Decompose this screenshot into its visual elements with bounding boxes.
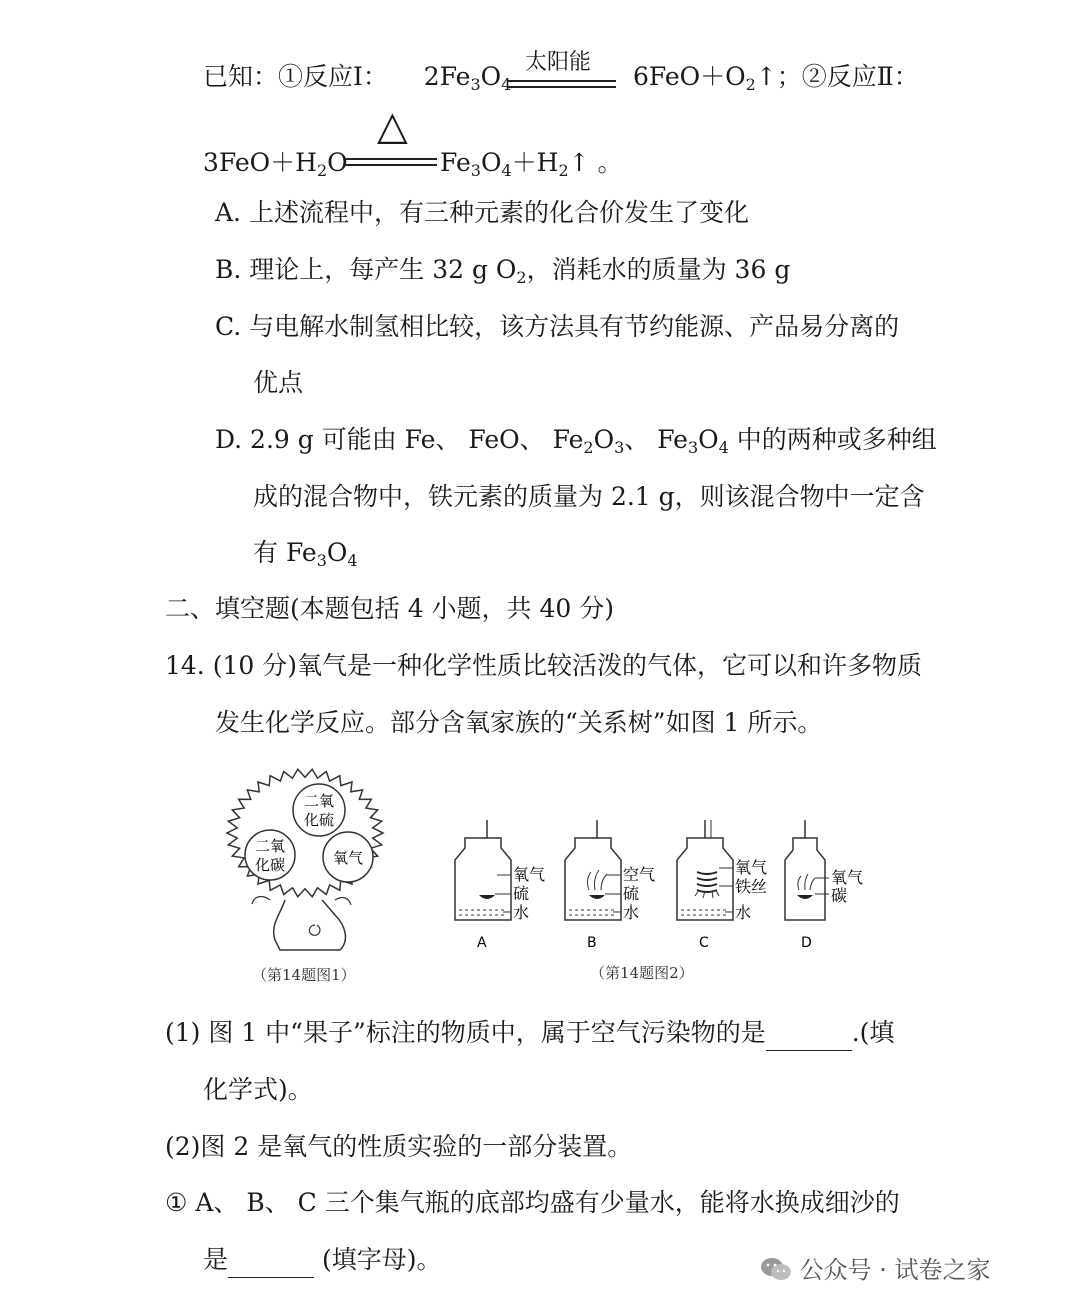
section-heading: 二、填空题(本题包括 4 小题，共 40 分) <box>165 594 615 623</box>
q14-line1: 14. (10 分)氧气是一种化学性质比较活泼的气体，它可以和许多物质 <box>165 651 922 680</box>
bottle-d-letter: D <box>801 935 812 951</box>
fruit-oxygen-label: 氧气 <box>332 849 364 867</box>
option-a: A. 上述流程中，有三种元素的化合价发生了变化 <box>215 198 749 227</box>
figure-2-caption: （第14题图2） <box>590 964 694 982</box>
figure-1-tree <box>210 765 400 965</box>
figure-2-apparatus <box>445 820 875 960</box>
watermark-text: 公众号 · 试卷之家 <box>799 1256 991 1284</box>
bottle-c-label-gas: 氧气 <box>735 858 768 877</box>
bottle-b-label-gas: 空气 <box>623 865 656 884</box>
option-b: B. 理论上，每产生 32 g $O_2$，消耗水的质量为 36 g <box>215 255 791 287</box>
wechat-icon <box>760 1256 792 1282</box>
r1-condition: 太阳能 <box>525 50 592 75</box>
bottle-b-label-solid: 硫 <box>623 884 640 903</box>
bottle-b-label-water: 水 <box>623 903 640 922</box>
r2-left: $3FeO+H_2O$ <box>203 148 348 180</box>
option-d-line2: 成的混合物中，铁元素的质量为 2.1 g，则该混合物中一定含 <box>253 482 925 511</box>
fruit-co2-line1: 二氧 <box>254 837 286 855</box>
r1-left: $2Fe_3O_4$ <box>423 62 512 94</box>
bottle-c-label-water: 水 <box>735 903 752 922</box>
bottle-d-label-solid: 碳 <box>831 886 848 905</box>
answer-blank-1[interactable] <box>766 1016 852 1051</box>
fruit-so2-line2: 化硫 <box>303 811 335 829</box>
bottle-d-label-gas: 氧气 <box>831 868 864 887</box>
bottle-c-letter: C <box>699 935 709 951</box>
q14-part2: (2)图 2 是氧气的性质实验的一部分装置。 <box>165 1132 633 1161</box>
bottle-c-label-solid: 铁丝 <box>735 877 768 896</box>
bottle-b <box>565 820 655 951</box>
bottle-a <box>455 820 545 951</box>
option-c-line1: C. 与电解水制氢相比较，该方法具有节约能源、产品易分离的 <box>215 312 900 341</box>
bottle-c <box>677 820 767 951</box>
tree-trunk <box>274 900 346 950</box>
watermark <box>760 1250 991 1285</box>
bottle-a-label-water: 水 <box>513 903 530 922</box>
r1-equals-top <box>508 80 616 82</box>
q14-part1-line1: (1) 图 1 中“果子”标注的物质中，属于空气污染物的是 .(填 <box>165 1016 894 1051</box>
bottle-a-letter: A <box>477 935 487 951</box>
figure-1-caption: （第14题图1） <box>252 966 356 984</box>
bottle-d <box>785 820 863 951</box>
known-prefix: 已知：①反应Ⅰ： <box>203 62 388 91</box>
bottle-a-label-solid: 硫 <box>513 884 530 903</box>
option-c-line2: 优点 <box>253 368 304 397</box>
r2-equals-bottom <box>345 164 437 166</box>
r2-condition: △ <box>377 103 408 149</box>
fruit-so2-line1: 二氧 <box>303 792 335 810</box>
r2-equals-top <box>345 158 437 160</box>
option-d-line3: 有 $Fe_3O_4$ <box>253 538 358 570</box>
r1-equals-bottom <box>508 86 616 88</box>
fruit-co2-line2: 化碳 <box>254 856 286 874</box>
r2-right: $Fe_3O_4+H_2↑$ 。 <box>440 148 623 180</box>
q14-part1-line2: 化学式)。 <box>203 1075 313 1104</box>
answer-blank-2[interactable] <box>228 1243 314 1278</box>
r1-right: $6FeO+O_2↑$；②反应Ⅱ： <box>633 62 919 94</box>
q14-part2-1-line2: 是 (填字母)。 <box>203 1243 441 1278</box>
bottle-a-label-gas: 氧气 <box>513 865 546 884</box>
q14-part2-1-line1: ① A、 B、 C 三个集气瓶的底部均盛有少量水，能将水换成细沙的 <box>165 1188 900 1217</box>
q14-line2: 发生化学反应。部分含氧家族的“关系树”如图 1 所示。 <box>215 708 823 737</box>
known-reaction-1 <box>203 60 511 102</box>
bottle-b-letter: B <box>587 935 597 951</box>
option-d-line1: D. 2.9 g 可能由 Fe、 FeO、 $Fe_2O_3$、 $Fe_3O_4$ 中的两种或多种组 <box>215 425 937 457</box>
